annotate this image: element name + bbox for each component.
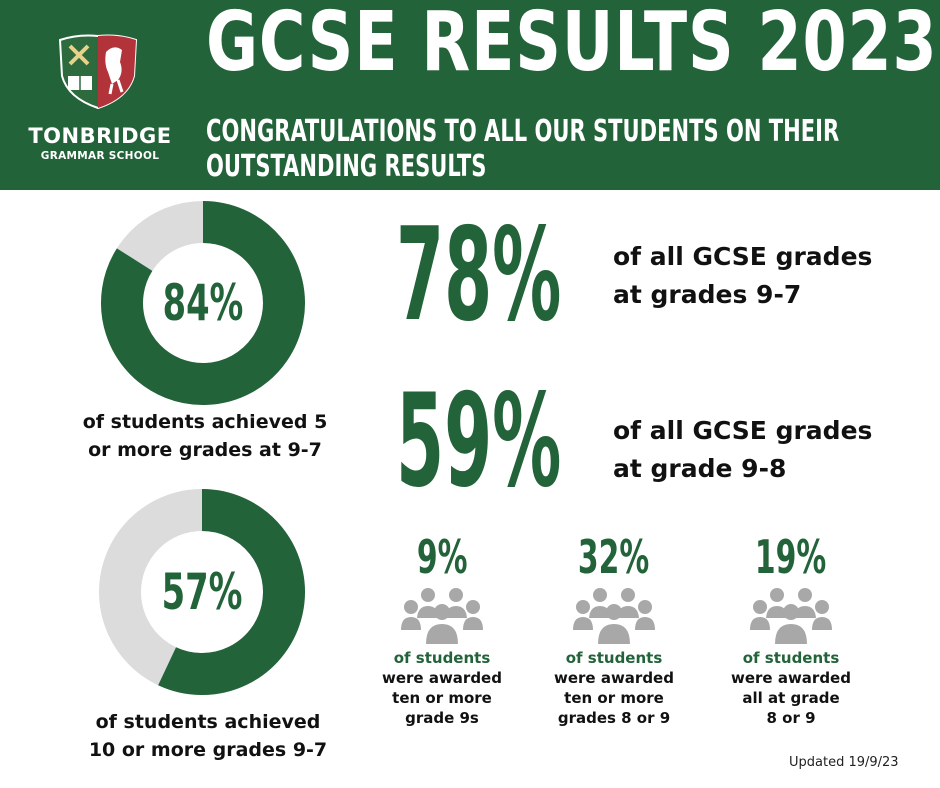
people-group-icon — [573, 586, 655, 644]
donut-caption-line2: 10 or more grades 9-7 — [88, 739, 328, 761]
school-name-line1: TONBRIDGE — [28, 124, 172, 148]
people-group-icon — [401, 586, 483, 644]
small-stat-text-line4: 8 or 9 — [766, 709, 816, 727]
small-stat-value: 9% — [416, 530, 468, 584]
small-stat-text-line2: were awarded — [382, 669, 502, 687]
small-stat-label: of students — [742, 649, 840, 667]
donut-caption — [58, 708, 358, 764]
small-stat-label: of students — [565, 649, 663, 667]
donut-chart-57 — [96, 486, 308, 698]
donut-value-label: 84% — [162, 274, 244, 333]
donut-caption-line2: or more grades at 9-7 — [88, 439, 322, 461]
small-stat — [357, 530, 527, 728]
small-stat — [706, 530, 876, 728]
school-name-line2: GRAMMAR SCHOOL — [40, 150, 160, 162]
subtitle-line2: OUTSTANDING RESULTS — [206, 149, 487, 184]
page-subtitle — [206, 114, 839, 184]
school-name — [22, 126, 178, 162]
donut-chart-84 — [98, 198, 308, 408]
small-stat-text-line3: ten or more — [564, 689, 664, 707]
small-stat-value: 32% — [578, 530, 650, 584]
donut-caption-line1: of students achieved 5 — [82, 411, 328, 433]
donut-value-label: 57% — [161, 563, 243, 622]
small-stat-text-line4: grade 9s — [405, 709, 479, 727]
big-stat-description — [613, 412, 872, 488]
small-stat-text-line3: all at grade — [742, 689, 840, 707]
small-stat-label: of students — [393, 649, 491, 667]
big-stat-desc-line1: of all GCSE grades — [613, 242, 873, 271]
big-stat-desc-line2: at grades 9-7 — [613, 280, 802, 309]
school-crest-icon — [58, 32, 138, 110]
big-stat-desc-line1: of all GCSE grades — [613, 416, 873, 445]
small-stat — [529, 530, 699, 728]
big-stat-desc-line2: at grade 9-8 — [613, 454, 787, 483]
donut-caption-line1: of students achieved — [95, 711, 321, 733]
small-stat-text-line4: grades 8 or 9 — [557, 709, 671, 727]
small-stat-text-line3: ten or more — [392, 689, 492, 707]
header-banner — [0, 0, 940, 190]
big-stat-description — [613, 238, 872, 314]
small-stat-text-line2: were awarded — [554, 669, 674, 687]
small-stat-value: 19% — [755, 530, 827, 584]
updated-date: Updated 19/9/23 — [789, 755, 899, 770]
subtitle-line1: CONGRATULATIONS TO ALL OUR STUDENTS ON THEIR — [206, 114, 840, 149]
small-stat-text-line2: were awarded — [731, 669, 851, 687]
big-stat-value: 59% — [396, 367, 562, 516]
big-stat-value: 78% — [396, 201, 562, 350]
people-group-icon — [750, 586, 832, 644]
page-title: GCSE RESULTS 2023 — [206, 0, 938, 90]
donut-caption — [60, 408, 350, 464]
